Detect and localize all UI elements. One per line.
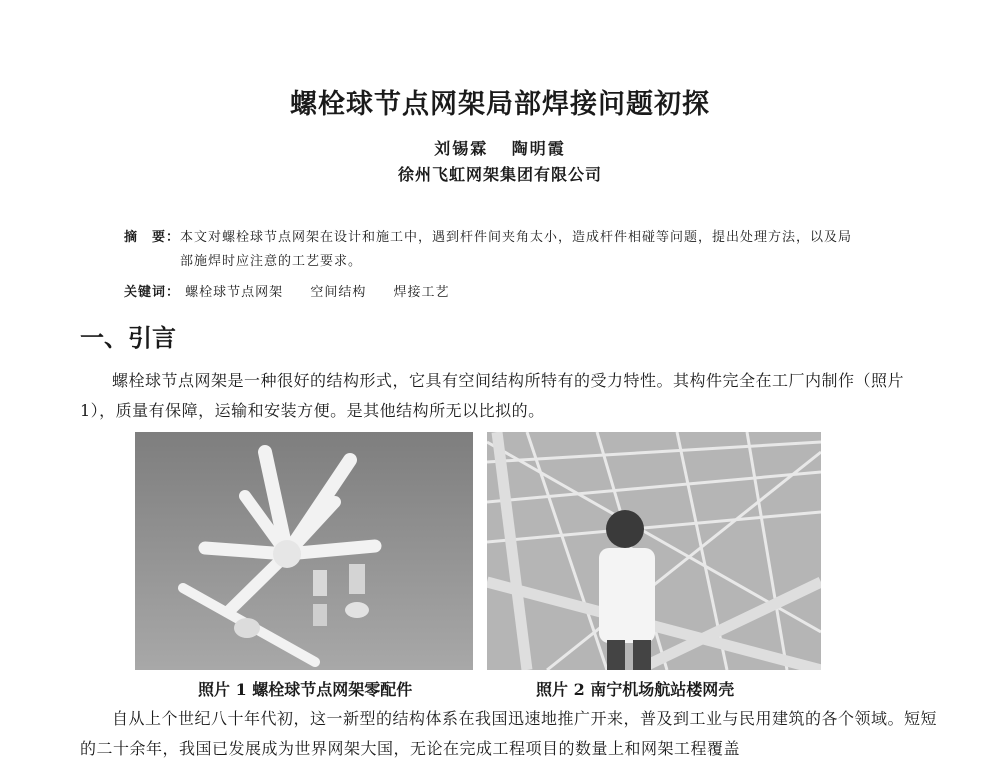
abstract: [124, 226, 924, 274]
keyword: 焊接工艺: [393, 285, 450, 300]
section-heading: 一、引言: [80, 324, 176, 352]
abstract-line-1: [124, 226, 924, 250]
figure-caption: 照片 1 螺栓球节点网架零配件: [198, 680, 413, 699]
photo-airport-shell: [487, 432, 821, 670]
keyword: 螺栓球节点网架: [185, 285, 284, 300]
author-list: [0, 136, 1000, 159]
author-name: 刘锡霖: [434, 139, 489, 158]
paper-title: 螺栓球节点网架局部焊接问题初探: [290, 89, 710, 120]
author-name: 陶明霞: [511, 139, 566, 158]
abstract-line-2: 部施焊时应注意的工艺要求。: [180, 254, 363, 269]
body-paragraph: 自从上个世纪八十年代初，这一新型的结构体系在我国迅速地推广开来，普及到工业与民用建筑的各个领域。短短的二十余年，我国已发展成为世界网架大国，无论在完成工程项目的数量上和网架工程覆盖: [80, 709, 938, 758]
abstract-text-1: 本文对螺栓球节点网架在设计和施工中，遇到杆件间夹角太小，造成杆件相碰等问题，提出处理方法，以及局: [180, 230, 853, 245]
affiliation: 徐州飞虹网架集团有限公司: [397, 165, 602, 184]
keywords: [124, 281, 924, 300]
body-paragraph: 螺栓球节点网架是一种很好的结构形式，它具有空间结构所特有的受力特性。其构件完全在工厂内制作（照片 1），质量有保障，运输和安装方便。是其他结构所无以比拟的。: [80, 371, 905, 420]
abstract-label: 摘 要：: [124, 230, 181, 245]
keywords-label: 关键词：: [124, 285, 181, 300]
photo-bolt-ball-parts: [135, 432, 473, 670]
keyword: 空间结构: [310, 285, 367, 300]
figure-caption: 照片 2 南宁机场航站楼网壳: [536, 680, 735, 699]
